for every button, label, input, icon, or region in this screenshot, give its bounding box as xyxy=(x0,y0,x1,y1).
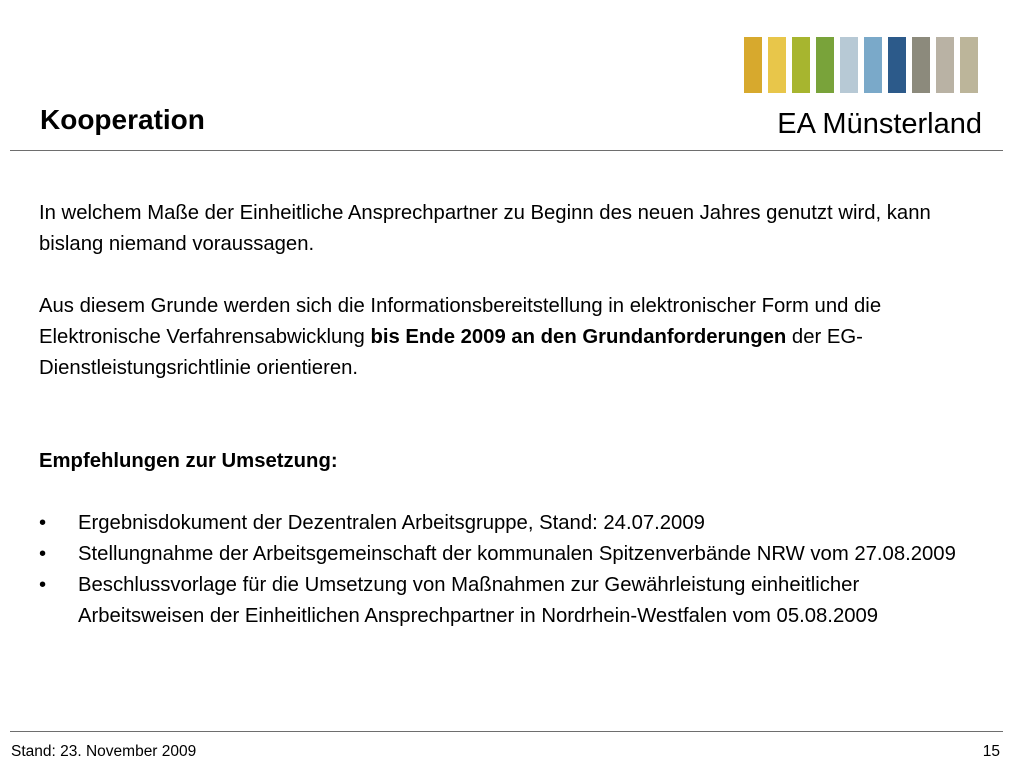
bullet-icon: • xyxy=(39,574,47,596)
list-item-text: Stellungnahme der Arbeitsgemeinschaft der kommunalen Spitzenverbände NRW vom 27.08.2009 xyxy=(78,543,956,565)
logo-stripe xyxy=(936,37,954,93)
list-item-text: Ergebnisdokument der Dezentralen Arbeitsgruppe, Stand: 24.07.2009 xyxy=(78,512,705,534)
logo-stripe-gap xyxy=(978,37,984,93)
slide-content xyxy=(39,198,969,632)
logo-stripe xyxy=(744,37,762,93)
brand-name: EA Münsterland xyxy=(777,108,982,140)
bullet-icon: • xyxy=(39,512,47,534)
logo-stripe xyxy=(864,37,882,93)
logo-stripe xyxy=(792,37,810,93)
orientation-paragraph xyxy=(39,291,969,384)
orientation-text-end: der EG-Dienstleistungsrichtlinie orientieren. xyxy=(39,326,863,379)
bullet-icon: • xyxy=(39,543,47,565)
recommendations-heading-text: Empfehlungen zur Umsetzung: xyxy=(39,450,338,472)
logo-stripe xyxy=(888,37,906,93)
spacer xyxy=(39,260,969,291)
spacer xyxy=(39,384,969,446)
recommendations-heading xyxy=(39,446,969,477)
footer-divider xyxy=(10,731,1003,732)
list-item xyxy=(39,570,969,632)
logo-stripes xyxy=(744,37,984,93)
orientation-text-start: Aus diesem Grunde werden sich die Informationsbereitstellung in elektronischer Form und die Elektronische Verfahrensabwicklung xyxy=(39,295,882,348)
recommendations-list xyxy=(39,508,969,632)
logo-stripe xyxy=(768,37,786,93)
spacer xyxy=(39,477,969,508)
logo-stripe xyxy=(912,37,930,93)
list-item-text: Beschlussvorlage für die Umsetzung von Maßnahmen zur Gewährleistung einheitlicher Arbeitsweisen der Einheitlichen Ansprechpartner in Nordrhein-Westfalen vom 05.08.2009 xyxy=(78,574,879,627)
list-item xyxy=(39,539,969,570)
intro-paragraph: In welchem Maße der Einheitliche Ansprechpartner zu Beginn des neuen Jahres genutzt wird, kann bislang niemand voraussagen. xyxy=(39,202,931,255)
list-item xyxy=(39,508,969,539)
footer-date: Stand: 23. November 2009 xyxy=(11,743,197,760)
logo-stripe xyxy=(816,37,834,93)
header-divider xyxy=(10,150,1003,151)
logo-stripe xyxy=(840,37,858,93)
orientation-text-bold: bis Ende 2009 an den Grundanforderungen xyxy=(370,326,787,348)
page-number: 15 xyxy=(982,743,1000,760)
page-title: Kooperation xyxy=(40,104,205,135)
logo-stripe xyxy=(960,37,978,93)
